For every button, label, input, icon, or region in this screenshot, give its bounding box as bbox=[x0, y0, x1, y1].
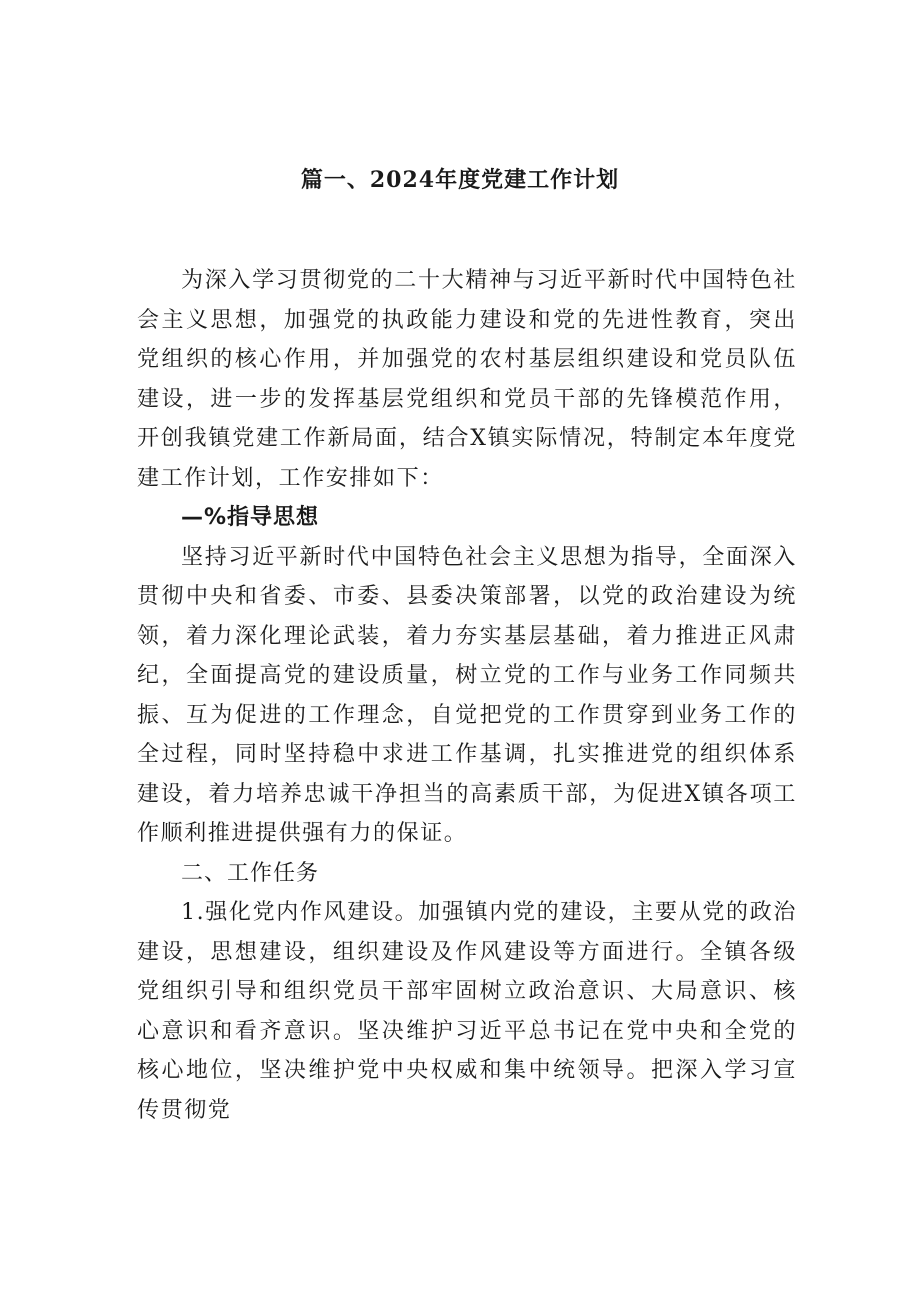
section-heading-guiding-ideology: —%指导思想 bbox=[181, 505, 320, 530]
work-task-item-1: 1.强化党内作风建设。加强镇内党的建设，主要从党的政治建设，思想建设，组织建设及作风建设等方面进行。全镇各级党组织引导和组织党员干部牢固树立政治意识、大局意识、核心意识和看齐意识。坚决维护习近平总书记在党中央和全党的核心地位，坚决维护党中央权威和集中统领导。把深入学习宣传贯彻党 bbox=[137, 900, 797, 1123]
document-title: 篇一、2024年度党建工作计划 bbox=[300, 167, 620, 193]
intro-paragraph: 为深入学习贯彻党的二十大精神与习近平新时代中国特色社会主义思想，加强党的执政能力建设和党的先进性教育，突出党组织的核心作用，并加强党的农村基层组织建设和党员队伍建设，进一步的发挥基层党组织和党员干部的先锋模范作用，开创我镇党建工作新局面，结合X镇实际情况，特制定本年度党建工作计划，工作安排如下： bbox=[137, 268, 797, 491]
section-heading-work-tasks: 二、工作任务 bbox=[181, 860, 320, 886]
document-body bbox=[137, 261, 797, 1130]
guiding-ideology-paragraph: 坚持习近平新时代中国特色社会主义思想为指导，全面深入贯彻中央和省委、市委、县委决策部署，以党的政治建设为统领，着力深化理论武装，着力夯实基层基础，着力推进正风肃纪，全面提高党的建设质量，树立党的工作与业务工作同频共振、互为促进的工作理念，自觉把党的工作贯穿到业务工作的全过程，同时坚持稳中求进工作基调，扎实推进党的组织体系建设，着力培养忠诚干净担当的高素质干部，为促进X镇各项工作顺利推进提供强有力的保证。 bbox=[137, 544, 797, 846]
